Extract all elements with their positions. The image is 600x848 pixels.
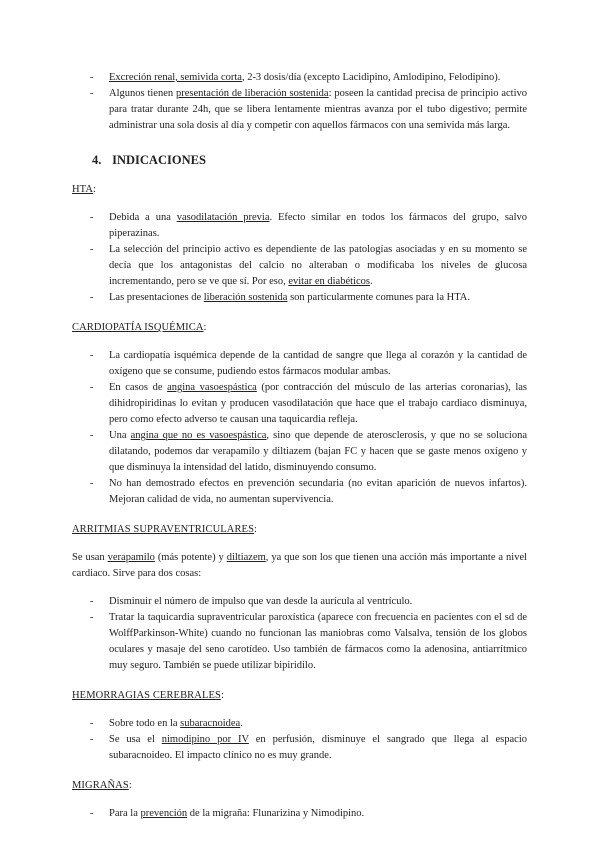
document-page [72, 70, 527, 822]
underlined-term: angina vasoespástica [167, 382, 257, 393]
underlined-term: liberación sostenida [203, 292, 288, 303]
section-heading [92, 152, 527, 168]
underlined-term: presentación de liberación sostenida [175, 88, 329, 99]
list-item: - Sobre todo en la subaracnoidea. [72, 716, 527, 732]
list-item: - Tratar la taquicardia supraventricular paroxística (aparece con frecuencia en pacientes con el sd de WolffParkinson-White) cuando no funcionan las maniobras como Valsalva, tensión de los globos oculares y masaje del seno carotídeo. Uso también de fármacos como la adenosina, antiarrítmico muy seguro. También se puede utilizar bipiridilo. [90, 612, 527, 671]
bullet-dash: - [90, 430, 94, 441]
cardiopatia-list [72, 348, 527, 508]
heading-text: INDICACIONES [112, 153, 206, 167]
list-item: - Excreción renal, semivida corta, 2-3 dosis/día (excepto Lacidipino, Amlodipino, Felodipino). [72, 70, 527, 86]
arritmias-list [72, 594, 527, 674]
list-item: - Se usa el nimodipino por IV en perfusión, disminuye el sangrado que llega al espacio subaracnoideo. El impacto clínico no es muy grande. [90, 734, 527, 761]
underlined-term: diltiazem [226, 552, 266, 563]
bullet-dash: - [90, 350, 94, 361]
bullet-dash: - [90, 596, 94, 607]
migranas-list [72, 806, 527, 822]
underlined-term: prevención [140, 808, 188, 819]
list-item: - En casos de angina vasoespástica (por contracción del músculo de las arterias coronarias), las dihidropiridinas lo evitan y producen vasodilatación que hace que el trabajo cardiaco disminuya, pero como efecto adverso te causan una taquicardia refleja. [90, 382, 527, 425]
list-item: - No han demostrado efectos en prevención secundaria (no evitan aparición de nuevos infartos). Mejoran calidad de vida, no aumentan supervivencia. [90, 478, 527, 505]
heading-number: 4. [92, 153, 102, 167]
underlined-term: Excreción renal, semivida corta [109, 72, 242, 83]
list-item: - Las presentaciones de liberación sostenida son particularmente comunes para la HTA. [72, 290, 527, 306]
underlined-term: angina que no es vasoespástica [130, 430, 267, 441]
list-item: - La selección del principio activo es dependiente de las patologías asociadas y en su momento se decía que los antagonistas del calcio no alteraban o modificaba los niveles de glucosa incrementando, pero se ve que sí. Por eso, evitar en diabéticos. [90, 244, 527, 287]
bullet-dash: - [90, 292, 94, 303]
arritmias-intro-paragraph: Se usan verapamilo (más potente) y diltiazem, ya que son los que tienen una acción más importante a nivel cardiaco. Sirve para dos cosas: [72, 552, 528, 579]
underlined-term: vasodilatación previa [176, 212, 270, 223]
underlined-term: subaracnoidea [180, 718, 241, 729]
bullet-dash: - [90, 808, 94, 819]
list-item: - Disminuir el número de impulso que van desde la aurícula al ventrículo. [72, 594, 527, 610]
bullet-dash: - [90, 382, 94, 393]
hta-list [72, 210, 527, 306]
subsection-title-hemorragias: HEMORRAGIAS CEREBRALES: [72, 690, 224, 701]
bullet-dash: - [90, 734, 94, 745]
subsection-title-migranas: MIGRAÑAS: [72, 780, 132, 791]
bullet-dash: - [90, 612, 94, 623]
list-item: - Algunos tienen presentación de liberación sostenida: poseen la cantidad precisa de principio activo para tratar durante 24h, que se libera lentamente mientras avanza por el tubo digestivo; permite administrar una sola dosis al día y competir con aquellos fármacos con una semivida más larga. [90, 88, 527, 131]
underlined-term: evitar en diabéticos [288, 276, 370, 287]
pharmacokinetics-list [72, 70, 527, 134]
subsection-title-cardiopatia: CARDIOPATÍA ISQUÉMICA: [72, 322, 207, 333]
bullet-dash: - [90, 72, 94, 83]
subsection-title-arritmias: ARRITMIAS SUPRAVENTRICULARES: [72, 524, 258, 535]
list-item: - Para la prevención de la migraña: Flunarizina y Nimodipino. [72, 806, 527, 822]
subsection-title-hta: HTA: [72, 184, 97, 195]
underlined-term: verapamilo [107, 552, 155, 563]
hemorragias-list [72, 716, 527, 764]
list-item: - La cardiopatía isquémica depende de la cantidad de sangre que llega al corazón y la cantidad de oxígeno que se consume, pudiendo estos fármacos modular ambas. [90, 350, 527, 377]
underlined-term: nimodipino por IV [161, 734, 249, 745]
bullet-dash: - [90, 212, 94, 223]
list-item: - Debida a una vasodilatación previa. Efecto similar en todos los fármacos del grupo, salvo piperazinas. [90, 212, 527, 239]
bullet-dash: - [90, 478, 94, 489]
bullet-dash: - [90, 244, 94, 255]
bullet-dash: - [90, 718, 94, 729]
list-item: - Una angina que no es vasoespástica, sino que depende de aterosclerosis, y que no se soluciona dilatando, podemos dar verapamilo y diltiazem (bajan FC y hacen que se gaste menos oxígeno y que disminuya la intensidad del latido, disminuyendo consumo. [90, 430, 527, 473]
bullet-dash: - [90, 88, 94, 99]
